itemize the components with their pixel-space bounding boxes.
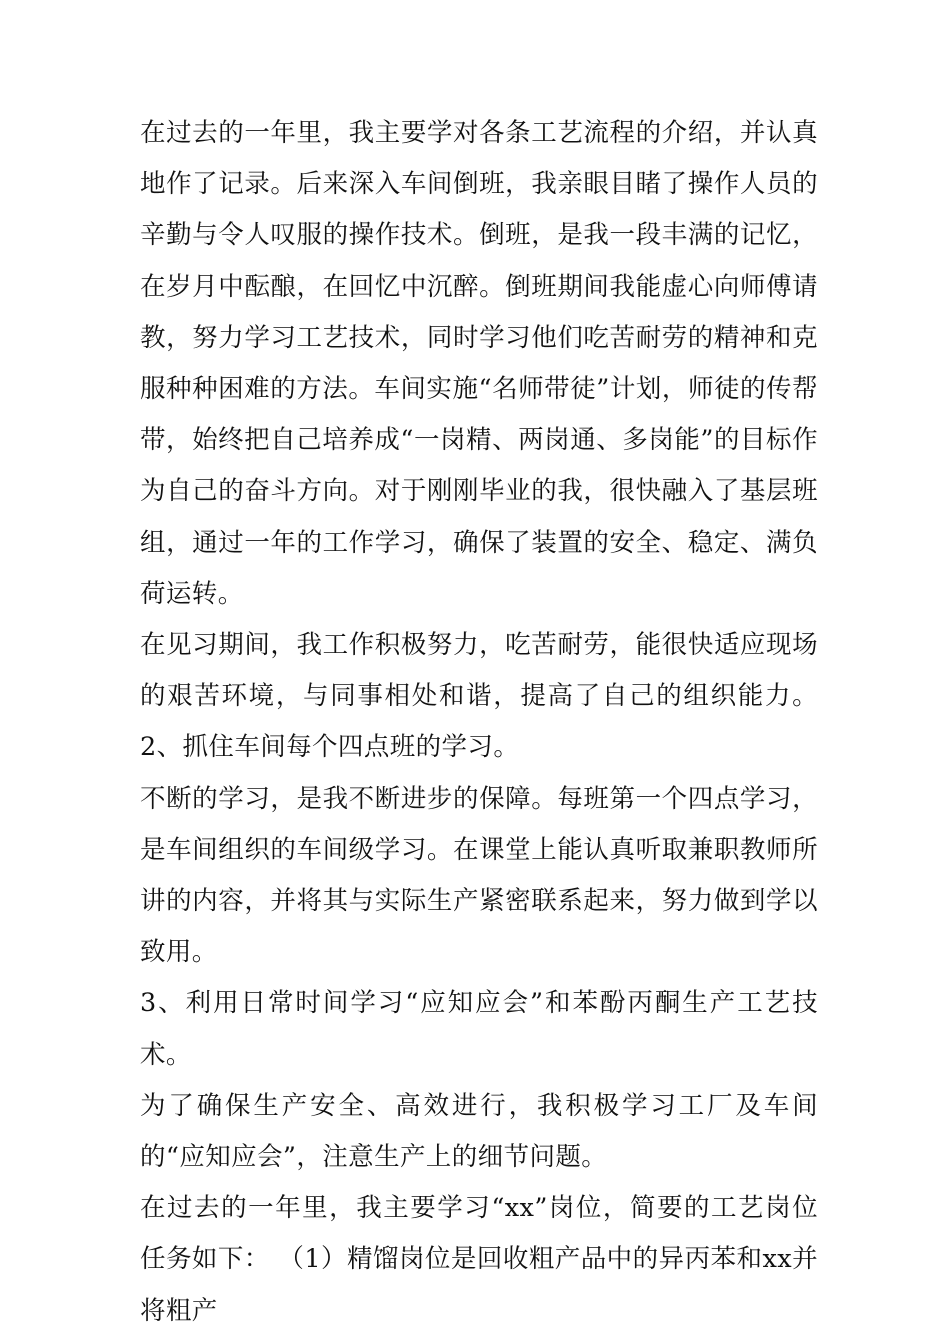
paragraph-item-3: 3、利用日常时间学习“应知应会”和苯酚丙酮生产工艺技术。 (140, 988, 818, 1070)
paragraph-safety: 为了确保生产安全、高效进行，我积极学习工厂及车间的“应知应会”，注意生产上的细节问题。 (140, 1090, 818, 1173)
paragraph-internship: 在见习期间，我工作积极努力，吃苦耐劳，能很快适应现场的艰苦环境，与同事相处和谐，提高了自己的组织能力。 2、抓住车间每个四点班的学习。 (140, 630, 818, 763)
document-body (140, 108, 818, 1337)
paragraph-continuous-learning: 不断的学习，是我不断进步的保障。每班第一个四点学习，是车间组织的车间级学习。在课堂上能认真听取兼职教师所讲的内容，并将其与实际生产紧密联系起来，努力做到学以致用。 (140, 783, 818, 968)
paragraph-process-learning: 在过去的一年里，我主要学对各条工艺流程的介绍，并认真地作了记录。后来深入车间倒班，我亲眼目睹了操作人员的辛勤与令人叹服的操作技术。倒班，是我一段丰满的记忆，在岁月中酝酿，在回忆中沉醉。倒班期间我能虚心向师傅请教，努力学习工艺技术，同时学习他们吃苦耐劳的精神和克服种种困难的方法。车间实施“名师带徒”计划，师徒的传帮带，始终把自己培养成“一岗精、两岗通、多岗能”的目标作为自己的奋斗方向。对于刚刚毕业的我，很快融入了基层班组，通过一年的工作学习，确保了装置的安全、稳定、满负荷运转。 (140, 118, 818, 609)
paragraph-post-tasks: 在过去的一年里，我主要学习“xx”岗位，简要的工艺岗位任务如下： （1）精馏岗位是回收粗产品中的异丙苯和xx并将粗产 (140, 1193, 818, 1326)
